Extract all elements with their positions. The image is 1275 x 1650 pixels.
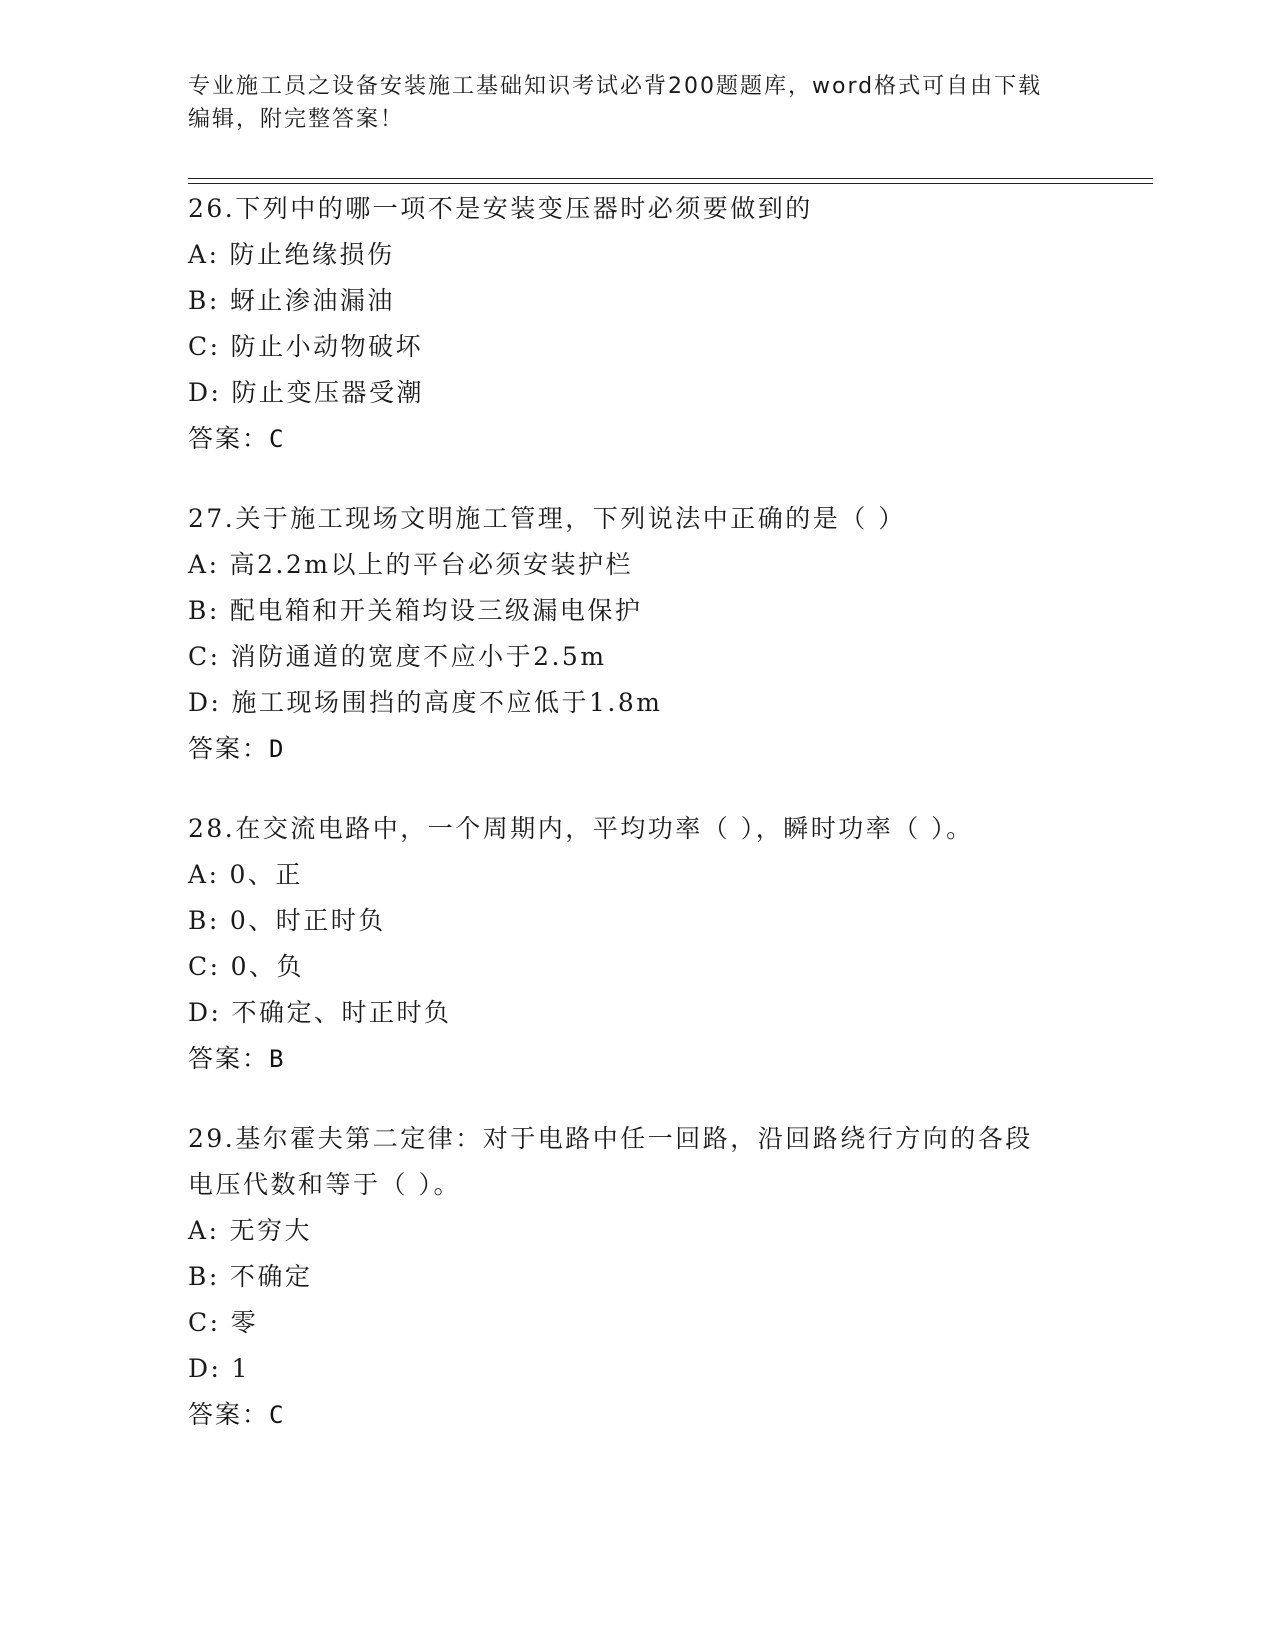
header-divider-bottom [188, 183, 1153, 184]
question-stem: 28.在交流电路中，一个周期内，平均功率（ ），瞬时功率（ ）。 [188, 814, 974, 843]
question-26 [188, 186, 1088, 462]
option-a: A: 无穷大 [188, 1216, 313, 1245]
question-27 [188, 496, 1088, 772]
header-title-line-2: 编辑，附完整答案！ [188, 107, 405, 132]
option-a: A: 防止绝缘损伤 [188, 240, 395, 269]
header-divider-top [188, 178, 1153, 179]
question-stem: 26.下列中的哪一项不是安装变压器时必须要做到的 [188, 194, 813, 223]
question-28 [188, 806, 1088, 1082]
answer-line: 答案：D [188, 734, 286, 763]
option-a: A: 0、正 [188, 860, 303, 889]
option-c: C: 0、负 [188, 952, 304, 981]
option-d: D: 1 [188, 1354, 250, 1383]
answer-value: C [269, 1401, 286, 1429]
option-d: D: 施工现场围挡的高度不应低于1.8m [188, 688, 663, 717]
question-stem-line-2: 电压代数和等于（ ）。 [188, 1170, 461, 1199]
option-c: C: 零 [188, 1308, 259, 1337]
option-c: C: 防止小动物破坏 [188, 332, 424, 361]
option-b: B: 不确定 [188, 1262, 313, 1291]
option-b: B: 配电箱和开关箱均设三级漏电保护 [188, 596, 643, 625]
header-title-line-1: 专业施工员之设备安装施工基础知识考试必背200题题库，word格式可自由下载 [188, 74, 1043, 99]
answer-value: B [269, 1045, 286, 1073]
option-c: C: 消防通道的宽度不应小于2.5m [188, 642, 607, 671]
answer-line: 答案：B [188, 1044, 286, 1073]
option-d: D: 不确定、时正时负 [188, 998, 452, 1027]
answer-line: 答案：C [188, 1400, 286, 1429]
answer-line: 答案：C [188, 424, 286, 453]
option-a: A: 高2.2m以上的平台必须安装护栏 [188, 550, 633, 579]
question-stem-line-1: 29.基尔霍夫第二定律：对于电路中任一回路，沿回路绕行方向的各段 [188, 1124, 1033, 1153]
option-d: D: 防止变压器受潮 [188, 378, 424, 407]
option-b: B: 0、时正时负 [188, 906, 386, 935]
answer-value: D [269, 735, 286, 763]
option-b: B: 蚜止渗油漏油 [188, 286, 395, 315]
question-stem: 27.关于施工现场文明施工管理，下列说法中正确的是（ ） [188, 504, 906, 533]
document-header [188, 70, 1068, 136]
answer-value: C [269, 425, 286, 453]
question-29 [188, 1116, 1088, 1438]
